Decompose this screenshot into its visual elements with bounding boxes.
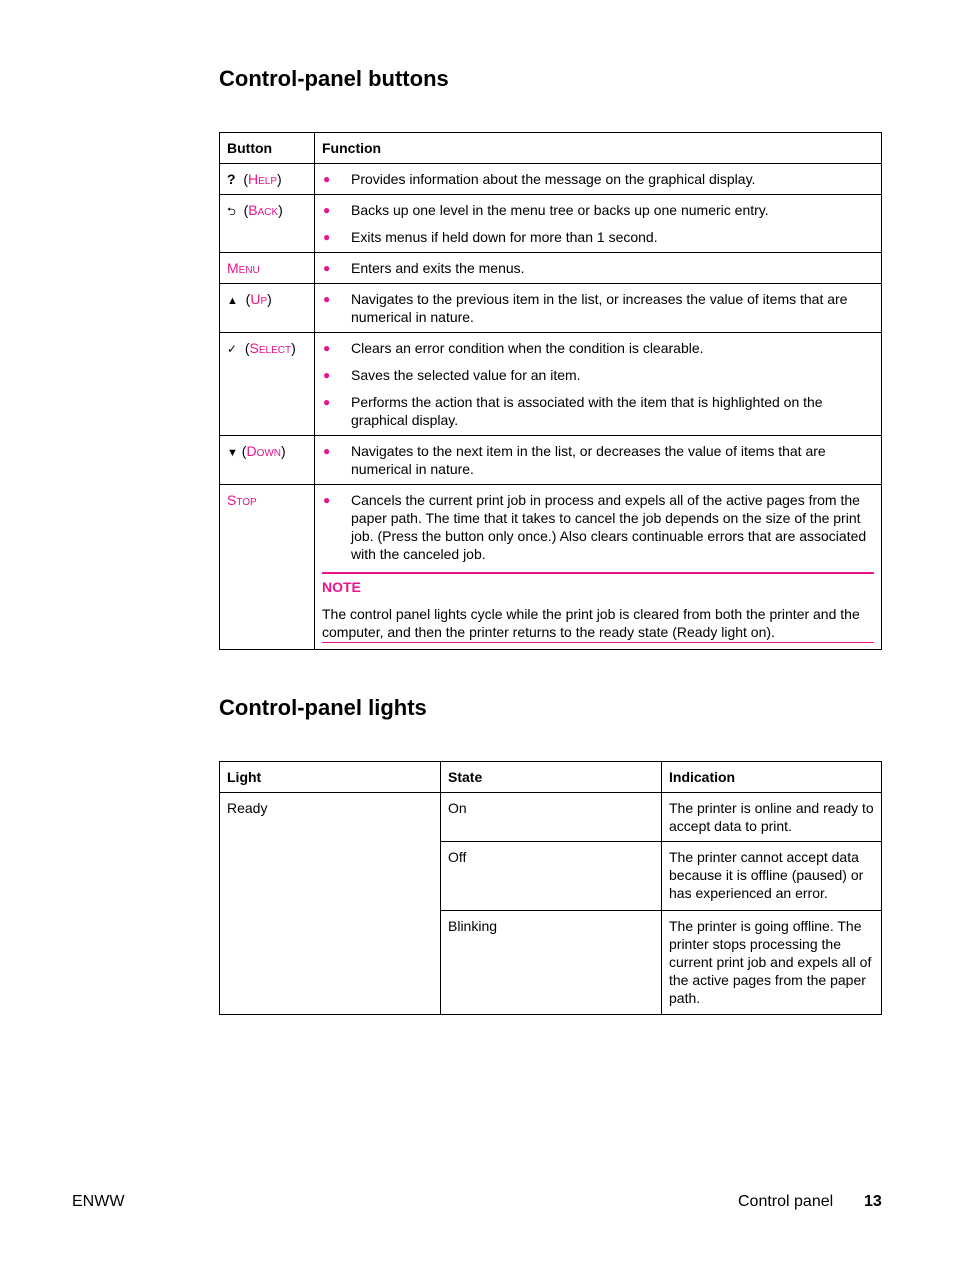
list-item: ● Cancels the current print job in process and expels all of the active pages from the paper path. The time that it takes to cancel the job depends on the size of the print job. (Press the button only once.) Also clears continuable errors that are associated with the canceled job. (323, 492, 867, 562)
state-cell: On (441, 793, 662, 842)
button-name: Down (246, 443, 282, 459)
table-row (220, 164, 882, 195)
button-help: ? (Help) (220, 164, 315, 195)
indication-cell: The printer is online and ready to accept data to print. (662, 793, 882, 842)
bullet-icon: ● (323, 493, 331, 507)
page-number: 13 (864, 1193, 882, 1210)
header-indication: Indication (662, 762, 882, 793)
header-function: Function (315, 133, 882, 164)
help-icon: ? (227, 171, 236, 187)
function-cell (315, 253, 882, 284)
heading-control-panel-buttons: Control-panel buttons (219, 66, 449, 91)
indication-cell: The printer is going offline. The printer stops processing the current print job and expels all of the active pages from the paper path. (662, 911, 882, 1015)
list-item: ● Enters and exits the menus. (323, 260, 525, 276)
footer-left: ENWW (72, 1193, 125, 1210)
table-row (220, 195, 882, 253)
list-item: ● Performs the action that is associated with the item that is highlighted on the graphical display. (323, 394, 823, 428)
table-row (220, 485, 882, 650)
function-cell (315, 485, 882, 650)
button-name: Up (250, 291, 268, 307)
bullet-icon: ● (323, 172, 331, 186)
back-icon: ⮌ (227, 206, 236, 218)
header-state: State (441, 762, 662, 793)
table-row (220, 793, 882, 842)
note-text: The control panel lights cycle while the print job is cleared from both the printer and the computer, and then the printer returns to the ready state (Ready light on). (322, 606, 860, 640)
button-name: Help (248, 171, 278, 187)
bullet-icon: ● (323, 230, 331, 244)
bullet-icon: ● (323, 261, 331, 275)
table-row (220, 333, 882, 436)
list-item: ● Provides information about the message on the graphical display. (323, 171, 756, 187)
bullet-icon: ● (323, 444, 331, 458)
heading-control-panel-lights: Control-panel lights (219, 695, 427, 720)
up-arrow-icon: ▲ (227, 295, 238, 307)
list-item: ● Navigates to the next item in the list, or decreases the value of items that are numerical in nature. (323, 443, 826, 477)
note-title: NOTE (322, 579, 361, 595)
list-item: ● Clears an error condition when the condition is clearable. (323, 340, 704, 356)
button-menu (220, 253, 315, 284)
button-up: ▲ (Up) (220, 284, 315, 333)
lights-table (219, 761, 882, 1015)
function-cell (315, 436, 882, 485)
down-arrow-icon: ▼ (227, 447, 238, 459)
bullet-icon: ● (323, 368, 331, 382)
light-cell: Ready (220, 793, 441, 1015)
checkmark-icon: ✓ (227, 342, 238, 356)
footer-section: Control panel (738, 1193, 834, 1210)
table-header-row (220, 133, 882, 164)
bullet-icon: ● (323, 395, 331, 409)
button-name: Select (249, 340, 292, 356)
button-down: ▼ (Down) (220, 436, 315, 485)
button-name: Menu (227, 260, 260, 276)
function-cell (315, 333, 882, 436)
table-row (220, 436, 882, 485)
bullet-icon: ● (323, 341, 331, 355)
list-item: ● Backs up one level in the menu tree or backs up one numeric entry. (323, 202, 769, 218)
state-cell: Blinking (441, 911, 662, 1015)
indication-cell: The printer cannot accept data because it is offline (paused) or has experienced an error. (662, 842, 882, 911)
button-name: Back (248, 202, 279, 218)
button-select: ✓ (Select) (220, 333, 315, 436)
function-cell (315, 164, 882, 195)
bullet-icon: ● (323, 292, 331, 306)
function-cell (315, 195, 882, 253)
button-stop (220, 485, 315, 650)
state-cell: Off (441, 842, 662, 911)
button-name: Stop (227, 492, 257, 508)
function-cell (315, 284, 882, 333)
list-item: ● Exits menus if held down for more than 1 second. (323, 229, 658, 245)
bullet-icon: ● (323, 203, 331, 217)
list-item: ● Navigates to the previous item in the list, or increases the value of items that are numerical in nature. (323, 291, 848, 325)
buttons-table (219, 132, 882, 650)
header-button: Button (220, 133, 315, 164)
table-row (220, 284, 882, 333)
note-box (322, 572, 874, 643)
header-light: Light (220, 762, 441, 793)
list-item: ● Saves the selected value for an item. (323, 367, 581, 383)
button-back: ⮌ (Back) (220, 195, 315, 253)
table-row (220, 253, 882, 284)
table-header-row (220, 762, 882, 793)
